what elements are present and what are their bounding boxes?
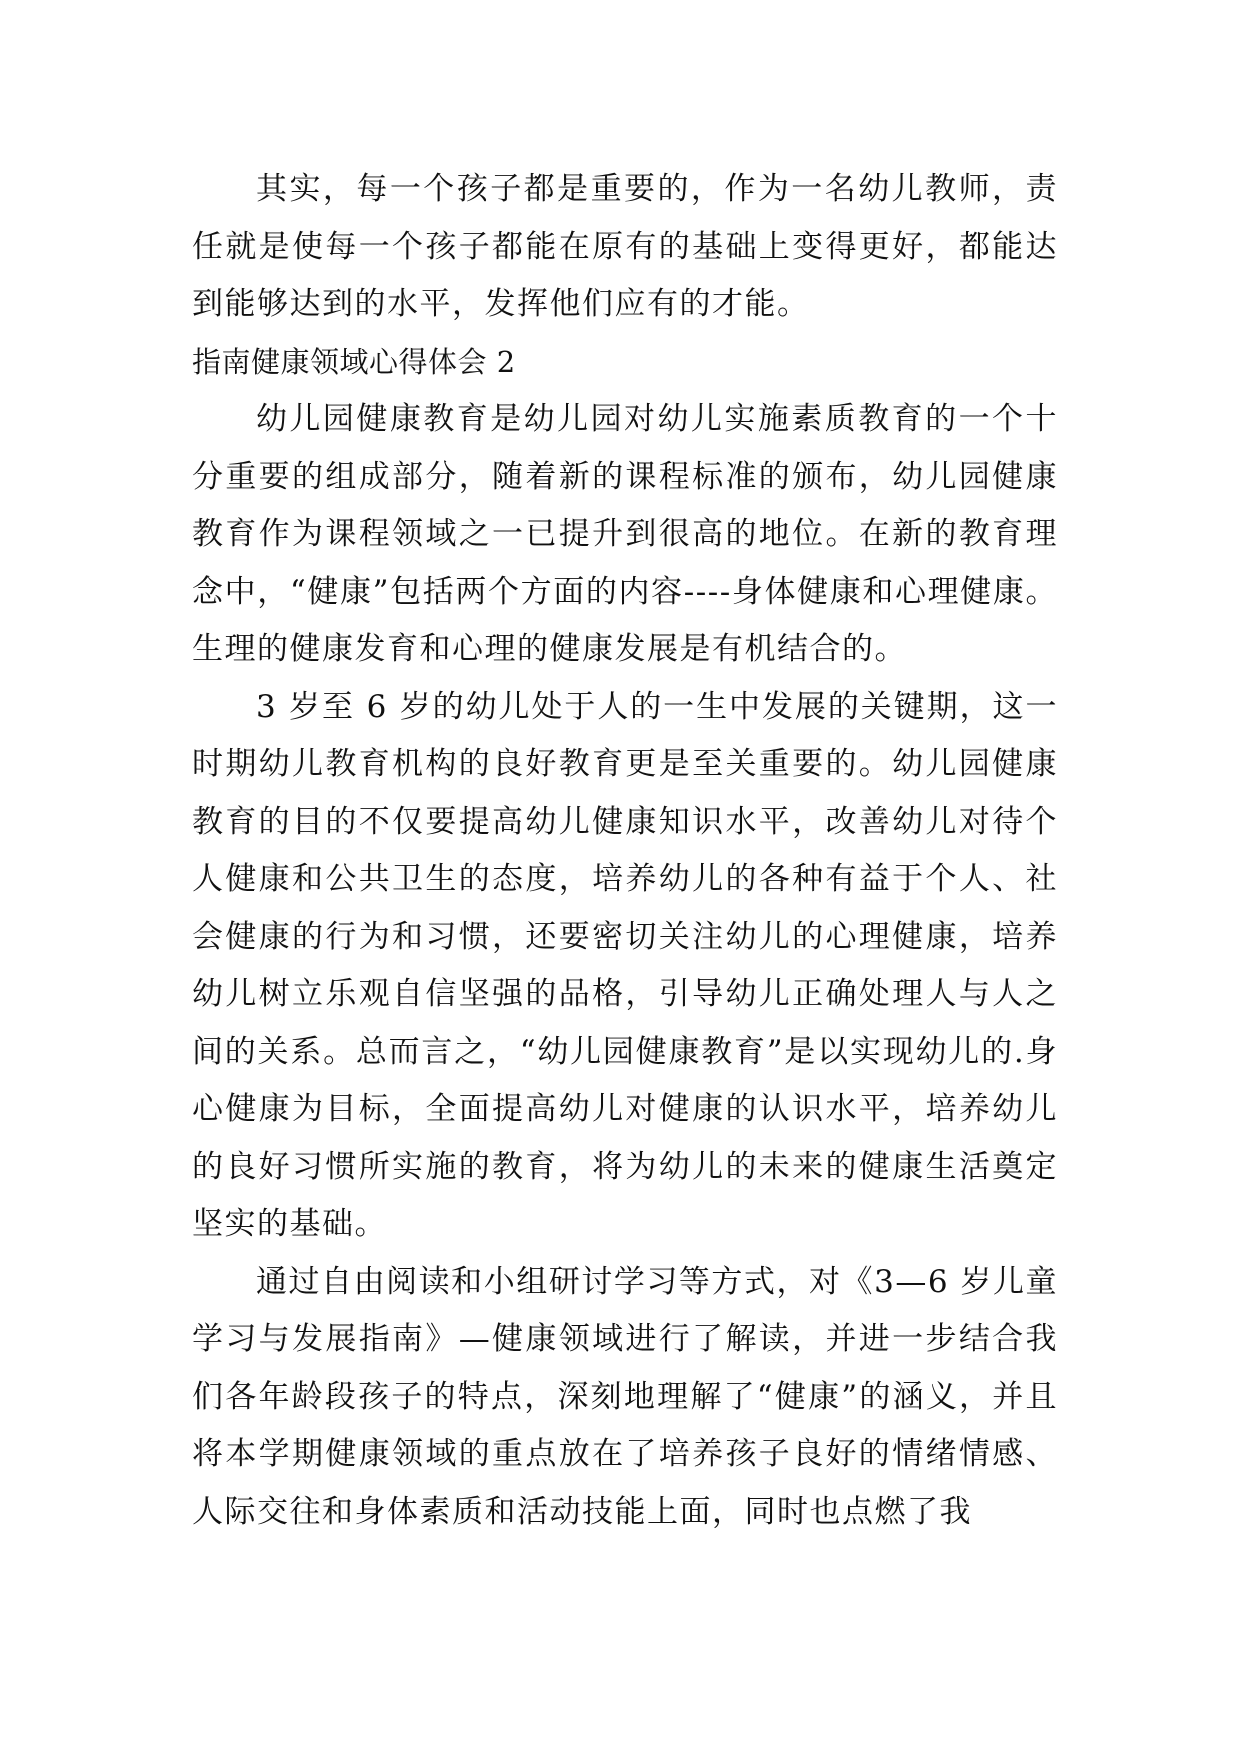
paragraph-intro: 其实，每一个孩子都是重要的，作为一名幼儿教师，责任就是使每一个孩子都能在原有的基础上变得更好，都能达到能够达到的水平，发挥他们应有的才能。 [192,171,1058,322]
document-body [192,161,1058,1541]
paragraph-1: 幼儿园健康教育是幼儿园对幼儿实施素质教育的一个十分重要的组成部分，随着新的课程标准的颁布，幼儿园健康教育作为课程领域之一已提升到很高的地位。在新的教育理念中，“健康”包括两个方面的内容----身体健康和心理健康。生理的健康发育和心理的健康发展是有机结合的。 [192,401,1058,667]
paragraph-2: 3 岁至 6 岁的幼儿处于人的一生中发展的关键期，这一时期幼儿教育机构的良好教育更是至关重要的。幼儿园健康教育的目的不仅要提高幼儿健康知识水平，改善幼儿对待个人健康和公共卫生的态度，培养幼儿的各种有益于个人、社会健康的行为和习惯，还要密切关注幼儿的心理健康，培养幼儿树立乐观自信坚强的品格，引导幼儿正确处理人与人之间的关系。总而言之，“幼儿园健康教育”是以实现幼儿的.身心健康为目标，全面提高幼儿对健康的认识水平，培养幼儿的良好习惯所实施的教育，将为幼儿的未来的健康生活奠定坚实的基础。 [192,688,1058,1242]
paragraph-3: 通过自由阅读和小组研讨学习等方式，对《3—6 岁儿童学习与发展指南》—健康领域进行了解读，并进一步结合我们各年龄段孩子的特点，深刻地理解了“健康”的涵义，并且将本学期健康领域的重点放在了培养孩子良好的情绪情感、人际交往和身体素质和活动技能上面，同时也点燃了我 [192,1263,1058,1530]
section-heading: 指南健康领域心得体会 2 [192,344,516,379]
